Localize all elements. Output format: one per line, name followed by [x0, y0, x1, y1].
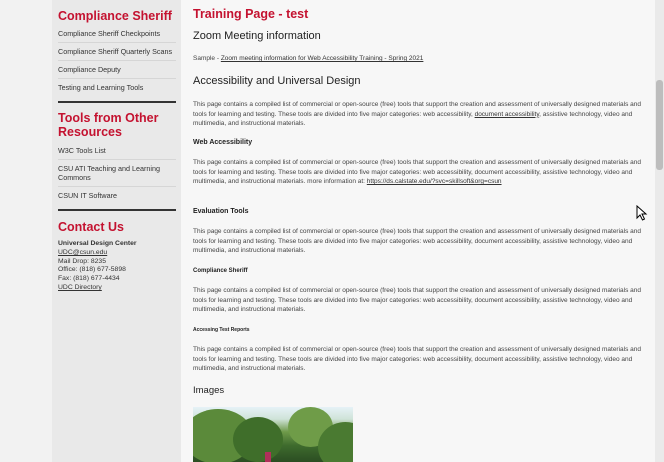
evaluation-tools-heading: Evaluation Tools	[193, 208, 249, 215]
sidebar	[52, 0, 181, 462]
sidebar-item-w3c-tools[interactable]: W3C Tools List	[58, 142, 176, 160]
sidebar-item-quarterly-scans[interactable]: Compliance Sheriff Quarterly Scans	[58, 43, 176, 61]
sidebar-item-csu-ati[interactable]: CSU ATI Teaching and Learning Commons	[58, 160, 176, 187]
reports-paragraph: This page contains a compiled list of commercial or open-source (free) tools that support the creation and assessment of universally designed materials and tools for learning and testing. These tools are divided into five major categories: web accessibility, document accessibility, assistive technology, video and multimedia, and instructional materials.	[193, 346, 642, 372]
contact-fax: Fax: (818) 677-4434	[58, 275, 120, 283]
vertical-scrollbar[interactable]	[655, 0, 664, 462]
sidebar-divider	[58, 101, 176, 103]
compliance-sheriff-heading: Compliance Sheriff	[193, 268, 248, 274]
sidebar-item-csun-it-software[interactable]: CSUN IT Software	[58, 191, 117, 200]
main-content	[181, 0, 655, 462]
test-reports-heading: Accessing Test Reports	[193, 327, 250, 333]
sidebar-divider	[58, 209, 176, 211]
contact-block	[58, 240, 176, 293]
document-accessibility-link[interactable]: document accessibility	[474, 110, 540, 118]
compliance-paragraph: This page contains a compiled list of commercial or open-source (free) tools that support the creation and assessment of universally designed materials and tools for learning and testing. These tools are divided into five major categories: web accessibility, document accessibility, assistive technology, video and multimedia, and instructional materials.	[193, 287, 642, 313]
sidebar-list-compliance	[58, 25, 176, 96]
zoom-heading: Zoom Meeting information	[193, 30, 321, 42]
contact-org: Universal Design Center	[58, 240, 137, 247]
zoom-info-link[interactable]: Zoom meeting information for Web Accessibility Training - Spring 2021	[220, 55, 424, 62]
sidebar-item-compliance-deputy[interactable]: Compliance Deputy	[58, 61, 176, 79]
scrollbar-thumb[interactable]	[656, 80, 663, 170]
left-gutter	[0, 0, 52, 462]
skillsoft-link[interactable]: https://ds.calstate.edu/?svc=skillsoft&org=csun	[366, 178, 502, 185]
contact-mail-drop: Mail Drop: 8235	[58, 257, 106, 265]
web-accessibility-heading: Web Accessibility	[193, 139, 253, 146]
web-paragraph	[193, 158, 643, 187]
sidebar-item-testing-tools[interactable]: Testing and Learning Tools	[58, 83, 144, 92]
aud-heading: Accessibility and Universal Design	[193, 75, 361, 87]
sidebar-list-other-tools	[58, 142, 176, 204]
sidebar-heading-other-tools: Tools from Other Resources	[58, 111, 159, 139]
contact-email-link[interactable]: UDC@csun.edu	[58, 248, 108, 256]
page-title: Training Page - test	[193, 7, 309, 21]
contact-directory-link[interactable]: UDC Directory	[58, 283, 102, 291]
campus-photo	[193, 407, 353, 462]
web-text: This page contains a compiled list of commercial or open-source (free) tools that support the creation and assessment of universally designed materials and tools for learning and testing. These tools are divided into five major categories: web accessibility, document accessibility, assistive technology, video and multimedia, and instructional materials. more information at:	[193, 159, 642, 185]
evaluation-paragraph: This page contains a compiled list of commercial or open-source (free) tools that support the creation and assessment of universally designed materials and tools for learning and testing. These tools are divided into five major categories: web accessibility, document accessibility, assistive technology, video and multimedia, and instructional materials.	[193, 228, 642, 254]
intro-text: This page contains a compiled list of commercial or open-source (free) tools that support the creation and assessment of universally designed materials and tools for learning and testing. These tools are divided into five major categories: web accessibility,	[193, 101, 642, 118]
sidebar-heading-contact: Contact Us	[58, 220, 124, 234]
intro-text-end: , assistive technology, video and multimedia, and instructional materials.	[193, 110, 633, 127]
contact-office-phone: Office: (818) 677-5898	[58, 266, 126, 274]
intro-paragraph	[193, 100, 643, 129]
sidebar-item-checkpoints[interactable]: Compliance Sheriff Checkpoints	[58, 25, 176, 43]
images-heading: Images	[193, 385, 225, 396]
sample-line	[193, 54, 643, 64]
mouse-cursor-icon	[636, 205, 648, 226]
sample-prefix: Sample -	[193, 55, 221, 62]
sidebar-heading-compliance-sheriff: Compliance Sheriff	[58, 9, 172, 23]
